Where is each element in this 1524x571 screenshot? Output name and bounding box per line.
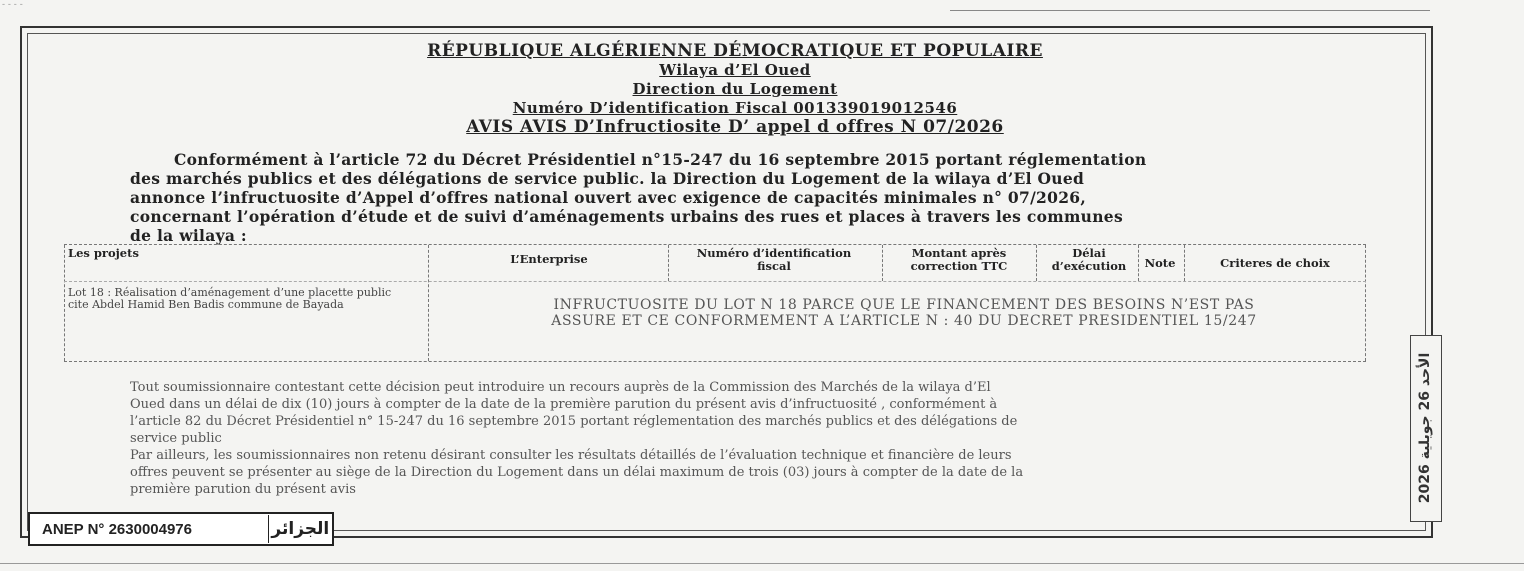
infructuosity-reason	[444, 297, 1364, 329]
fiscal-id: Numéro D’identification Fiscal 001339019012546	[512, 99, 958, 117]
col-header-enterprise: L’Enterprise	[510, 252, 588, 266]
body-line: première parution du présent avis	[130, 482, 356, 497]
project-cell: Lot 18 : Réalisation d’aménagement d’une placette public cite Abdel Hamid Ben Badis commune de Bayada	[68, 286, 392, 311]
reason-line: INFRUCTUOSITE DU LOT N 18 PARCE QUE LE FINANCEMENT DES BESOINS N’EST PAS	[553, 297, 1255, 313]
table-col-divider	[1184, 245, 1185, 281]
table-header-separator	[64, 281, 1366, 282]
results-table	[64, 244, 1366, 362]
reason-line: ASSURE ET CE CONFORMEMENT A L’ARTICLE N : 40 DU DECRET PRESIDENTIEL 15/247	[551, 313, 1257, 329]
intro-paragraph	[130, 150, 1340, 245]
table-border-right	[1365, 245, 1366, 361]
table-border-left	[64, 245, 65, 361]
scan-corner-mark: - - - -	[2, 0, 23, 10]
republic-title: RÉPUBLIQUE ALGÉRIENNE DÉMOCRATIQUE ET POPULAIRE	[427, 41, 1043, 61]
notice-title: AVIS AVIS D’Infructiosite D’ appel d offres N 07/2026	[466, 117, 1004, 137]
body-line: Oued dans un délai de dix (10) jours à compter de la date de la première parution du présent avis d’infructuosité , conformément à	[130, 397, 998, 412]
col-header-criteria: Criteres de choix	[1220, 256, 1330, 270]
body-line: l’article 82 du Décret Présidentiel n° 15-247 du 16 septembre 2015 portant réglementation des marchés publics et des délégations de	[130, 414, 1018, 429]
intro-line: Conformément à l’article 72 du Décret Présidentiel n°15-247 du 16 septembre 2015 portant réglementation	[174, 150, 1147, 169]
bottom-edge-line	[0, 563, 1524, 564]
table-col-divider	[1138, 245, 1139, 281]
intro-line: des marchés publics et des délégations de service public. la Direction du Logement de la wilaya d’El Oued	[130, 169, 1085, 188]
col-header-delay: Délai d’exécution	[1051, 246, 1127, 273]
direction-name: Direction du Logement	[632, 80, 838, 98]
table-col-divider	[428, 245, 429, 361]
intro-line: de la wilaya :	[130, 226, 247, 245]
intro-line: concernant l’opération d’étude et de suivi d’aménagements urbains des rues et places à travers les communes	[130, 207, 1123, 226]
el-djazair-logo: الجزائر	[268, 515, 332, 543]
col-header-amount: Montant après correction TTC	[910, 246, 1008, 273]
col-header-projects: Les projets	[68, 246, 139, 260]
table-col-divider	[668, 245, 669, 281]
top-edge-line	[950, 10, 1430, 11]
body-line: Par ailleurs, les soumissionnaires non retenu désirant consulter les résultats détaillés de l’évaluation technique et financière de leurs	[130, 448, 1012, 463]
body-line: offres peuvent se présenter au siège de la Direction du Logement dans un délai maximum de trois (03) jours à compter de la date de la	[130, 465, 1024, 480]
anep-number: ANEP N° 2630004976	[42, 520, 192, 538]
wilaya-name: Wilaya d’El Oued	[659, 61, 811, 79]
appeal-paragraph	[130, 379, 1335, 498]
col-header-fiscal-id: Numéro d’identification fiscal	[696, 246, 852, 273]
table-col-divider	[882, 245, 883, 281]
body-line: service public	[130, 431, 222, 446]
intro-line: annonce l’infructuosite d’Appel d’offres national ouvert avec exigence de capacités minimales n° 07/2026,	[130, 188, 1087, 207]
notice-header	[0, 42, 1470, 137]
body-line: Tout soumissionnaire contestant cette décision peut introduire un recours auprès de la Commission des Marchés de la wilaya d’El	[130, 380, 991, 395]
col-header-note: Note	[1144, 256, 1176, 270]
anep-badge	[28, 512, 334, 546]
publication-date: الأحد 26 جويلية 2026	[1417, 352, 1433, 504]
table-col-divider	[1036, 245, 1037, 281]
